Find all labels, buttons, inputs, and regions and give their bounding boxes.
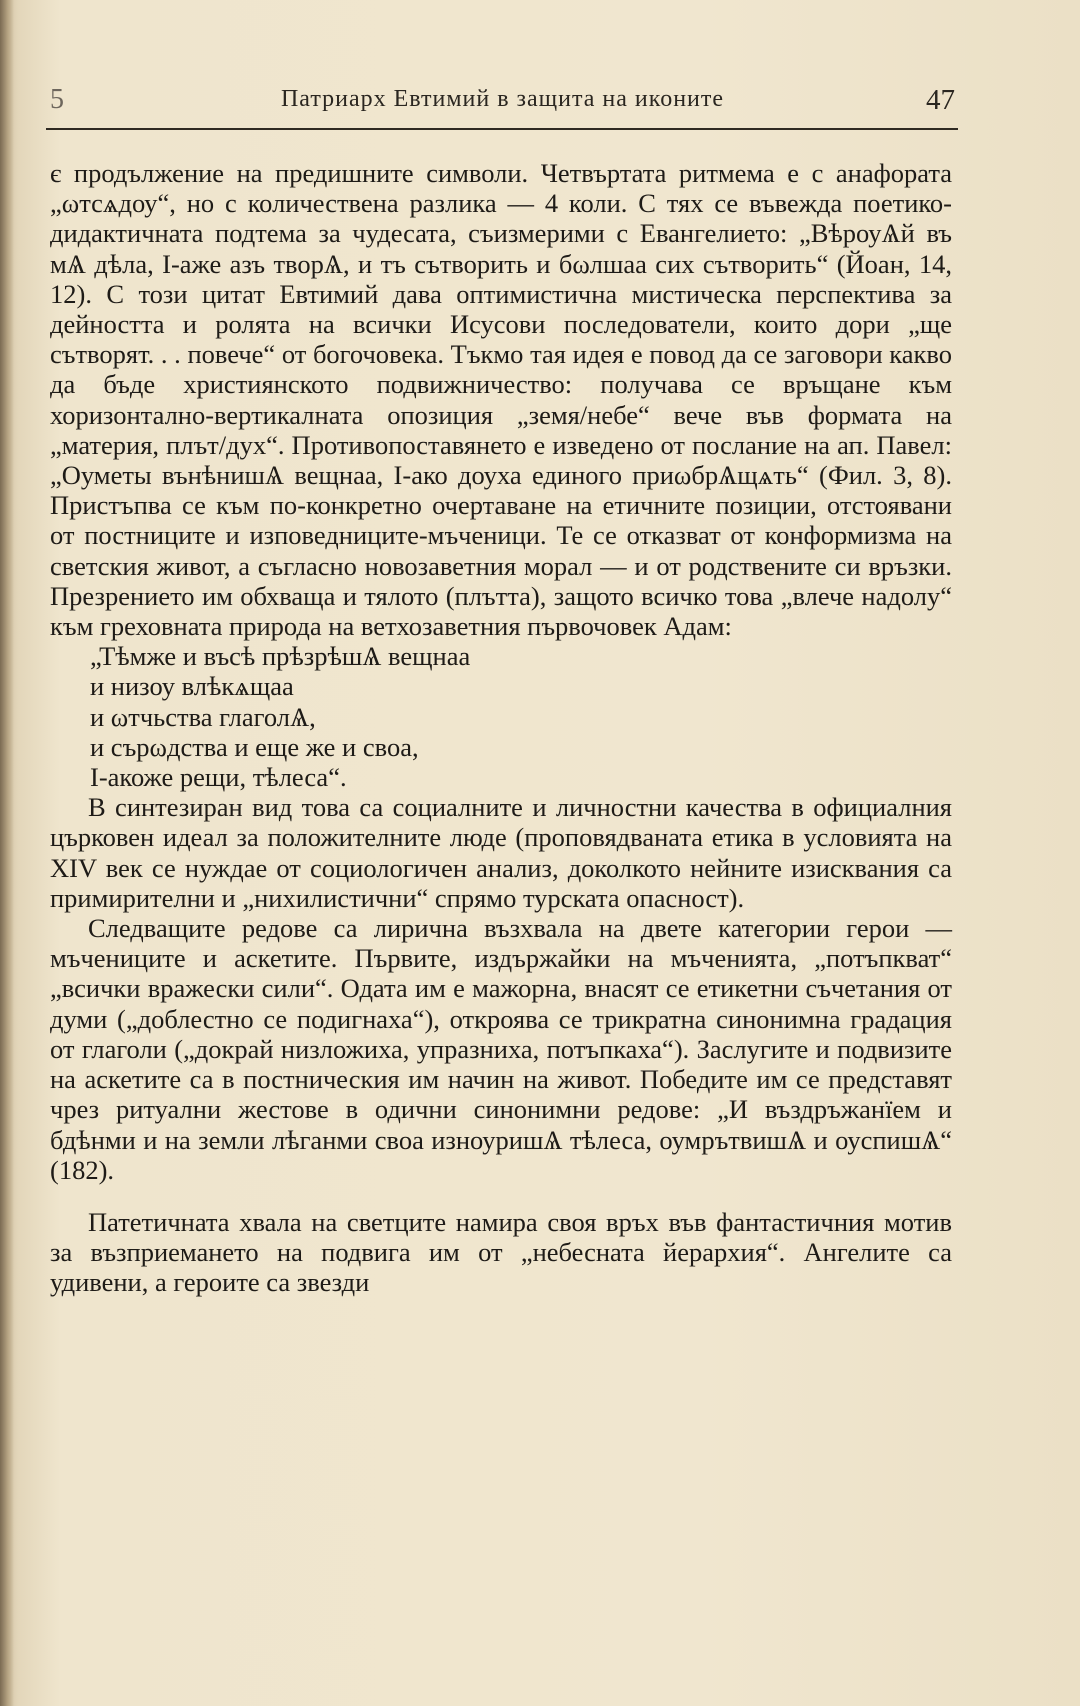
paragraph: є продължение на предишните символи. Четвъртата ритмема е с анафората „ωтсѧдоу“, но с количествена разлика — 4 коли. С тях се въвежда поетико-дидактичната подтема за чудесата, съизмерими с Евангелието: „ВѣроуѦй въ мѦ дѣла, І-аже азъ творѦ, и тъ сътворить и бωлшаа сих сътворить“ (Йоан, 14, 12). С този цитат Евтимий дава оптимистична мистическа перспектива за дейността и ролята на всички Исусови последователи, които дори „ще сътворят. . . повече“ от богочовека. Тъкмо тая идея е повод да се заговори какво да бъде християнското подвижничество: получава се връщане към хоризонтално-вертикалната опозиция „земя/небе“ вече във формата на „материя, плът/дух“. Противопоставянето е изведено от послание на ап. Павел: „Оуметы вънѣнишѦ вещнаа, І-ако доуха единого приωбрѦщѧть“ (Фил. 3, 8). Пристъпва се към по-конкретно очертаване на етичните позиции, отстоявани от постниците и изповедниците-мъченици. Те се отказват от конформизма на светския живот, а съгласно новозаветния морал — и от родствените си връзки. Презрението им обхваща и тялото (плътта), защото всичко това „влече надолу“ към греховната природа на ветхозаветния първочовек Адам: [50, 158, 952, 642]
signature-mark: 5 [50, 84, 64, 115]
quoted-verse [50, 641, 952, 792]
verse-line: „Тѣмже и въсѣ прѣзрѣшѦ вещнаа [90, 641, 471, 672]
paragraph: Следващите редове са лирична възхвала на двете категории герои — мъчениците и аскетите. Първите, издържайки на мъченията, „потъпкват“ „всички вражески сили“. Одата им е мажорна, внасят се етикетни съчетания от думи („доблестно се подигнаха“), откроява се трикратна синонимна градация от глаголи („докрай низложиха, упразниха, потъпкаха“). Заслугите и подвизите на аскетите са в постническия им начин на живот. Победите им се представят чрез ритуални жестове в одични синонимни редове: „И въздръжанїем и бдѣнми и на земли лѣганми своа изноуришѦ тѣлеса, оумрътвишѦ и оуспишѦ“ (182). [50, 913, 952, 1185]
paragraph: Патетичната хвала на светците намира своя връх във фантастичния мотив за възприемането на подвига им от „небесната йерархия“. Ангелите са удивени, а героите са звезди [50, 1206, 952, 1298]
running-title: Патриарх Евтимий в защита на иконите [280, 86, 725, 112]
page-binding-shadow [0, 0, 14, 1706]
verse-line: и ωтчьства глаголѦ, [90, 701, 316, 732]
paragraph: В синтезиран вид това са социалните и личностни качества в официалния църковен идеал за положителните люде (проповядваната етика в условията на XIV век се нуждае от социологичен анализ, доколкото нейните изисквания са примирителни и „нихилистични“ спрямо турската опасност). [50, 792, 952, 913]
verse-line: І-акоже рещи, тѣлеса“. [90, 762, 347, 793]
verse-line: и низоу влѣкѧщаа [90, 671, 294, 702]
verse-line: и сърωдства и еще же и своа, [90, 731, 419, 762]
paragraph-gap [50, 1185, 952, 1207]
running-header [50, 84, 955, 124]
body-text [50, 158, 952, 1298]
page-number: 47 [926, 84, 955, 116]
header-rule [46, 128, 958, 130]
